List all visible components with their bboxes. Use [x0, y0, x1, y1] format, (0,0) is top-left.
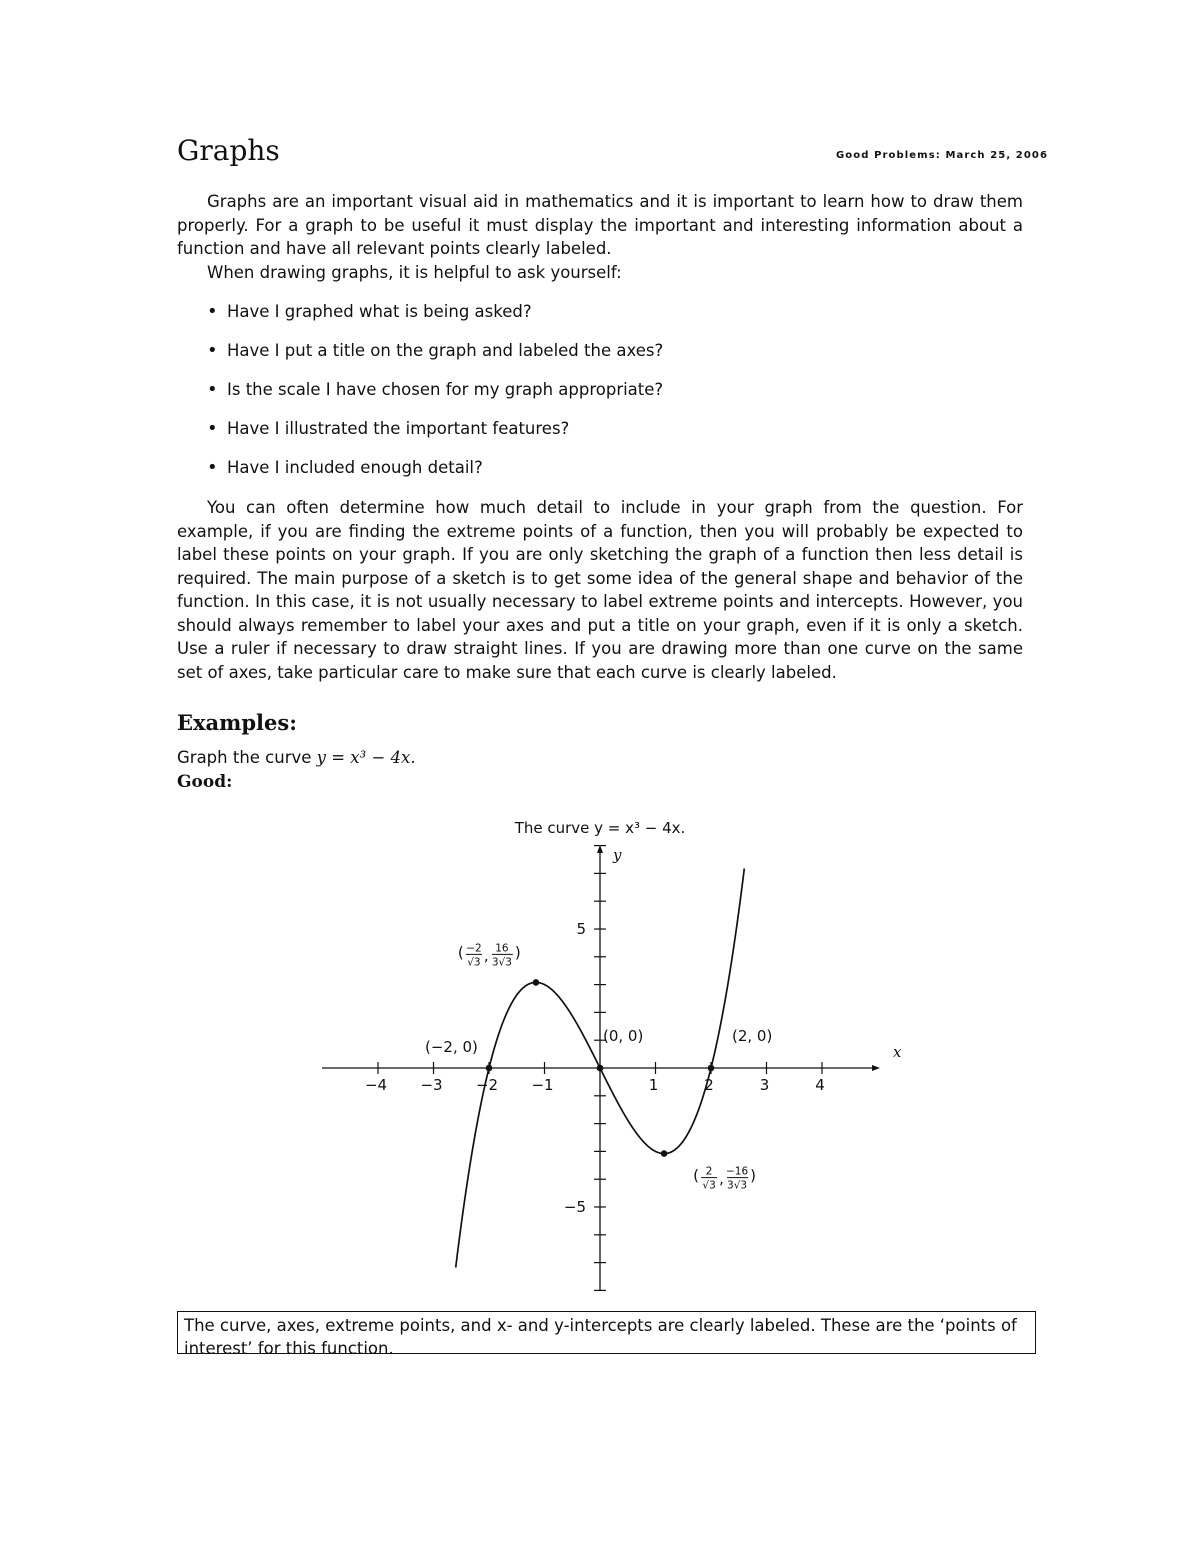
frac-num: 16 [495, 942, 509, 955]
caption-box: The curve, axes, extreme points, and x- and y-intercepts are clearly labeled. These are the ‘points of interest’ for this function. [177, 1311, 1036, 1354]
frac-den: √3 [702, 1179, 716, 1192]
x-axis-label: x [893, 1043, 902, 1061]
paren: ) [514, 943, 521, 962]
data-point [533, 979, 540, 986]
running-head: Good Problems: March 25, 2006 [836, 150, 1049, 161]
verdict-label: Good: [177, 772, 233, 792]
list-item: • Is the scale I have chosen for my graph appropriate? [177, 378, 1023, 417]
paren: ) [750, 1166, 756, 1185]
frac-num: −16 [725, 1165, 749, 1178]
examples-heading: Examples: [177, 710, 297, 735]
point-label: (0, 0) [603, 1027, 644, 1045]
x-tick-label: −4 [364, 1076, 388, 1094]
x-tick-label: −1 [531, 1076, 554, 1094]
data-point [486, 1065, 493, 1072]
chart-title: The curve y = x³ − 4x. [514, 819, 686, 837]
x-tick-label: 4 [815, 1076, 825, 1094]
data-point [708, 1065, 715, 1072]
frac-den: 3√3 [727, 1179, 748, 1192]
data-point [597, 1065, 604, 1072]
y-tick-label: 5 [576, 920, 586, 938]
point-label: (2, 0) [732, 1027, 773, 1045]
prompt-text: Graph the curve [177, 748, 317, 767]
points-layer [425, 942, 772, 1191]
intro-paragraph: Graphs are an important visual aid in mathematics and it is important to learn how to draw them properly. For a graph to be useful it must display the important and interesting information about a function and have all relevant points clearly labeled. [177, 192, 1023, 258]
x-tick-label: −3 [420, 1076, 443, 1094]
frac-num: 2 [705, 1165, 713, 1178]
prompt-math: y = x³ − 4x. [316, 748, 416, 767]
x-tick-label: 3 [759, 1076, 770, 1094]
detail-paragraph: You can often determine how much detail to include in your graph from the question. For example, if you are finding the extreme points of a function, then you will probably be expected to label these points on your graph. If you are only sketching the graph of a function then less detail is required. The main purpose of a sketch is to get some idea of the general shape and behavior of the function. In this case, it is not usually necessary to label extreme points and intercepts. However, you should always remember to label your axes and put a title on your graph, even if it is only a sketch. Use a ruler if necessary to draw straight lines. If you are drawing more than one curve on the same set of axes, take particular care to make sure that each curve is clearly labeled. [177, 498, 1023, 682]
comma: , [483, 946, 489, 965]
list-item: • Have I put a title on the graph and labeled the axes? [177, 339, 1023, 378]
point-label [458, 942, 521, 968]
frac-den: √3 [467, 956, 481, 969]
intro-question: When drawing graphs, it is helpful to ask yourself: [207, 263, 622, 282]
list-item: • Have I graphed what is being asked? [177, 300, 1023, 339]
page-title: Graphs [177, 134, 280, 167]
x-axis-arrow [872, 1065, 880, 1071]
paren: ( [693, 1166, 699, 1185]
frac-den: 3√3 [491, 956, 512, 969]
y-tick-label: −5 [563, 1198, 586, 1216]
comma: , [719, 1169, 724, 1188]
list-item: • Have I included enough detail? [177, 456, 1023, 495]
point-label: (−2, 0) [425, 1038, 478, 1056]
list-item: • Have I illustrated the important features? [177, 417, 1023, 456]
y-axis-label: y [613, 846, 622, 864]
x-tick-label: 2 [704, 1076, 714, 1094]
paren: ( [457, 943, 464, 962]
point-label [693, 1166, 756, 1192]
x-tick-label: 1 [648, 1076, 659, 1094]
frac-num: −2 [466, 942, 482, 955]
y-axis-arrow [597, 845, 603, 853]
x-tick-label: −2 [475, 1076, 499, 1094]
data-point [661, 1150, 668, 1157]
